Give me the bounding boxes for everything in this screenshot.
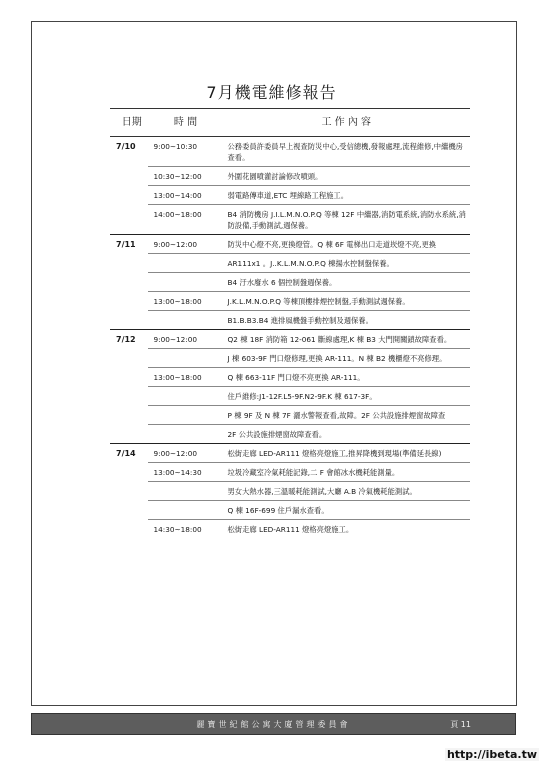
row-work: Q2 棟 18F 消防箱 12-061 斷線處理,K 棟 B3 大門開關鎖故障查看。 bbox=[223, 330, 471, 349]
row-time: 10:30~12:00 bbox=[148, 167, 222, 186]
report-title: 7月機電維修報告 bbox=[206, 83, 337, 102]
footer-bar bbox=[31, 713, 516, 735]
row-time bbox=[148, 311, 222, 330]
table-row bbox=[110, 463, 470, 482]
row-date bbox=[110, 406, 148, 425]
log-body bbox=[110, 137, 470, 539]
row-date bbox=[110, 387, 148, 406]
row-work: P 棟 9F 及 N 棟 7F 灑水警報查看,故障。2F 公共設施排煙窗故障查 bbox=[223, 406, 471, 425]
row-date: 7/11 bbox=[110, 235, 148, 254]
row-work: 弱電路傳車道,ETC 埋線路工程施工。 bbox=[223, 186, 471, 205]
table-row bbox=[110, 273, 470, 292]
table-row bbox=[110, 311, 470, 330]
footer-organization: 麗寶世紀館公寓大廈管理委員會 bbox=[196, 720, 351, 729]
row-time bbox=[148, 254, 222, 273]
table-row bbox=[110, 387, 470, 406]
row-work: B4 消防機房 J.I.L.M.N.O.P.Q 等棟 12F 中繼器,消防電系統,消防水系統,消防設備,手動測試,週保養。 bbox=[223, 205, 471, 235]
row-date bbox=[110, 273, 148, 292]
row-date bbox=[110, 167, 148, 186]
row-work: 防災中心燈不亮,更換燈管。Q 棟 6F 電梯出口走道崁燈不亮,更換 bbox=[223, 235, 471, 254]
row-work: Q 棟 16F-699 住戶漏水查看。 bbox=[223, 501, 471, 520]
table-row bbox=[110, 254, 470, 273]
table-row bbox=[110, 167, 470, 186]
row-date bbox=[110, 349, 148, 368]
row-date: 7/10 bbox=[110, 137, 148, 167]
row-work: 垃圾冷藏室冷氣耗能記錄,二 F 會館冰水機耗能測量。 bbox=[223, 463, 471, 482]
maintenance-log-table bbox=[110, 108, 470, 538]
row-work: 松街走廊 LED-AR111 燈格亮燈施工。 bbox=[223, 520, 471, 539]
row-time: 13:00~14:30 bbox=[148, 463, 222, 482]
row-work: 外圍花園噴灌討論修改噴頭。 bbox=[223, 167, 471, 186]
source-watermark: http://ibeta.tw bbox=[446, 748, 537, 761]
row-work: AR111x1 。J..K.L.M.N.O.P.Q 棟揚水控制盤保養。 bbox=[223, 254, 471, 273]
row-time bbox=[148, 482, 222, 501]
header-date: 日期 bbox=[110, 109, 148, 137]
table-row bbox=[110, 368, 470, 387]
row-time: 14:30~18:00 bbox=[148, 520, 222, 539]
table-row bbox=[110, 137, 470, 167]
row-date bbox=[110, 501, 148, 520]
row-work: B4 汙水廢水 6 個控制盤週保養。 bbox=[223, 273, 471, 292]
row-work: Q 棟 663-11F 門口燈不亮更換 AR-111。 bbox=[223, 368, 471, 387]
table-row bbox=[110, 520, 470, 539]
table-row bbox=[110, 349, 470, 368]
row-time: 14:00~18:00 bbox=[148, 205, 222, 235]
row-date bbox=[110, 311, 148, 330]
row-time: 9:00~10:30 bbox=[148, 137, 222, 167]
row-time bbox=[148, 501, 222, 520]
row-date bbox=[110, 254, 148, 273]
row-date bbox=[110, 186, 148, 205]
row-time bbox=[148, 273, 222, 292]
table-row bbox=[110, 406, 470, 425]
header-time: 時 間 bbox=[148, 109, 222, 137]
table-row bbox=[110, 292, 470, 311]
row-time bbox=[148, 406, 222, 425]
row-time: 13:00~18:00 bbox=[148, 292, 222, 311]
row-work: 男女大熱水器,三溫暖耗能測試,大廳 A.B 冷氣機耗能測試。 bbox=[223, 482, 471, 501]
row-time: 9:00~12:00 bbox=[148, 330, 222, 349]
row-time: 9:00~12:00 bbox=[148, 235, 222, 254]
row-date bbox=[110, 205, 148, 235]
row-time: 13:00~18:00 bbox=[148, 368, 222, 387]
row-date: 7/12 bbox=[110, 330, 148, 349]
row-date bbox=[110, 292, 148, 311]
row-date: 7/14 bbox=[110, 444, 148, 463]
row-work: 公務委員許委員早上視查防災中心,受信總機,發報處理,流程維修,中繼機房查看。 bbox=[223, 137, 471, 167]
table-row bbox=[110, 186, 470, 205]
row-time: 13:00~14:00 bbox=[148, 186, 222, 205]
table-row bbox=[110, 482, 470, 501]
table-row bbox=[110, 205, 470, 235]
table-header-row bbox=[110, 109, 470, 137]
table-row bbox=[110, 330, 470, 349]
row-date bbox=[110, 520, 148, 539]
table-row bbox=[110, 235, 470, 254]
page-number: 頁 11 bbox=[450, 720, 471, 729]
row-time bbox=[148, 349, 222, 368]
row-work: 住戶維修:J1-12F.L5-9F.N2-9F.K 棟 617-3F。 bbox=[223, 387, 471, 406]
row-time bbox=[148, 425, 222, 444]
table-row bbox=[110, 501, 470, 520]
row-time: 9:00~12:00 bbox=[148, 444, 222, 463]
row-date bbox=[110, 463, 148, 482]
row-work: B1.B.B3.B4 進排風機盤手動控制及週保養。 bbox=[223, 311, 471, 330]
row-work: 松街走廊 LED-AR111 燈格亮燈施工,推昇降機到現場(準備延長線) bbox=[223, 444, 471, 463]
table-row bbox=[110, 425, 470, 444]
row-date bbox=[110, 482, 148, 501]
row-work: J.K.L.M.N.O.P.Q 等棟頂樓排煙控制盤,手動測試週保養。 bbox=[223, 292, 471, 311]
row-time bbox=[148, 387, 222, 406]
row-work: 2F 公共設施排煙窗故障查看。 bbox=[223, 425, 471, 444]
header-work: 工 作 內 容 bbox=[223, 109, 471, 137]
row-date bbox=[110, 368, 148, 387]
table-row bbox=[110, 444, 470, 463]
row-work: J 棟 603-9F 門口燈修理,更換 AR-111。N 棟 B2 機櫃燈不亮修理。 bbox=[223, 349, 471, 368]
row-date bbox=[110, 425, 148, 444]
